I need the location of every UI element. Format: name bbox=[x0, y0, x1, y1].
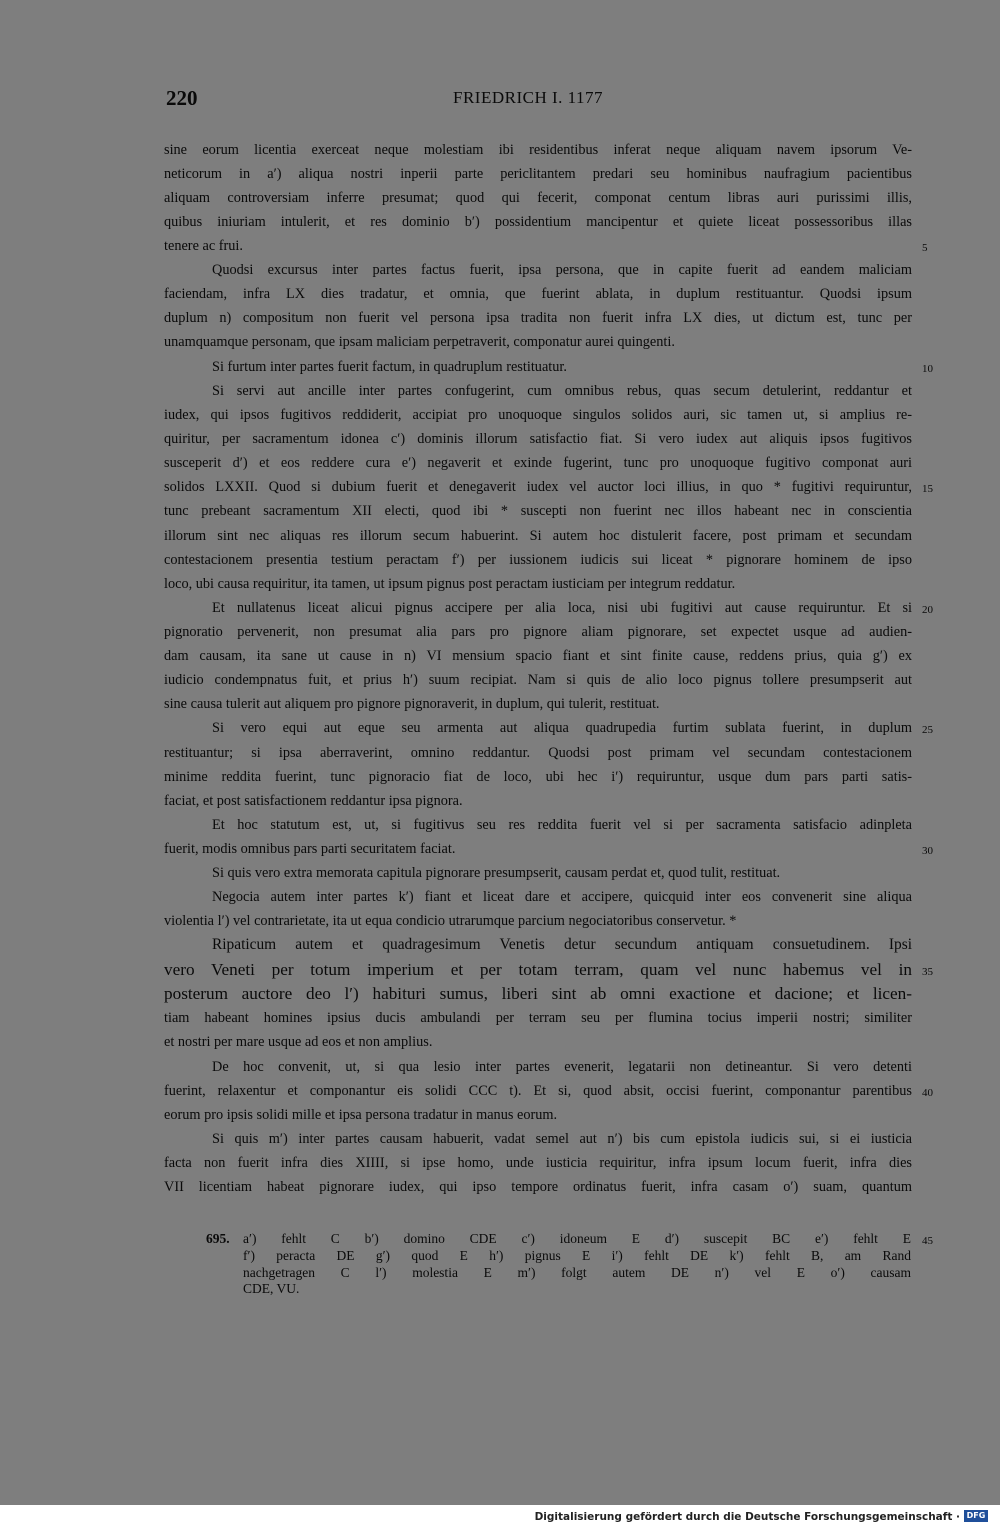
text-line: eorum pro ipsis solidi mille et ipsa persona tradatur in manus eorum. bbox=[164, 1107, 558, 1123]
line-number: 45 bbox=[922, 1235, 933, 1247]
running-head: FRIEDRICH I. 1177 bbox=[453, 88, 604, 107]
text-line: quibus iniuriam intulerit, et res dominio b′) possidentium mancipentur et quiete liceat possessoribus illas bbox=[164, 214, 912, 230]
text-line: restituantur; si ipsa aberraverint, omnino reddantur. Quodsi post primam vel secundam contestacionem bbox=[164, 745, 912, 761]
text-line: pignoratio pervenerit, non presumat alia pars pro pignore aliam pignorare, set expectet usque ad audien- bbox=[164, 624, 912, 640]
text-line: tunc prebeant sacramentum XII electi, quod ibi * suscepti non fuerint nec illos habeant nec in conscientia bbox=[164, 503, 912, 519]
text-line: sine eorum licentia exerceat neque molestiam ibi residentibus inferat neque aliquam navem ipsorum Ve- bbox=[164, 142, 912, 158]
text-line: Et nullatenus liceat alicui pignus accipere per alia loca, nisi ubi fugitivi aut cause requiruntur. Et si bbox=[212, 600, 912, 616]
text-line: iudicio condempnatus fuit, et prius h′) suum recipiat. Nam si quis de alio loco pignus tollere presumpserit aut bbox=[164, 672, 912, 688]
text-line: susceperit d′) et eos reddere cura e′) negaverit et exinde fugerint, tunc pro unoquoque fugitivo componat auri bbox=[164, 455, 912, 471]
text-line: et nostri per mare usque ad eos et non amplius. bbox=[164, 1034, 433, 1050]
text-line: violentia l′) vel contrarietate, ita ut equa condicio utrarumque parcium negociatoribus conservetur. * bbox=[164, 913, 737, 929]
text-line: contestacionem presentia testium peractam f′) per iussionem iudicis sui liceat * pignorare hominem de ipso bbox=[164, 552, 912, 568]
text-line: neticorum in a′) aliqua nostri inperii parte periclitantem predari seu hominibus naufragium pacientibus bbox=[164, 166, 912, 182]
text-line: Et hoc statutum est, ut, si fugitivus seu res reddita fuerit vel si per sacramenta satisfacio adinpleta bbox=[212, 817, 912, 833]
text-line: posterum auctore deo l′) habituri sumus, liberi sint ab omni exactione et dacione; et licen- bbox=[164, 984, 912, 1003]
text-line: VII licentiam habeat pignorare iudex, qui ipso tempore ordinatus fuerit, infra casam o′) suam, quantum bbox=[164, 1179, 912, 1195]
footnote-line: f′) peracta DE g′) quod E h′) pignus E i′) fehlt DE k′) fehlt B, am Rand bbox=[243, 1248, 911, 1263]
text-line: dam causam, ita sane ut cause in n) VI mensium spacio fiant et sint finite cause, reddens prius, quia g′) ex bbox=[164, 648, 912, 664]
text-line: Negocia autem inter partes k′) fiant et liceat dare et accipere, quicquid inter eos convenerit sine aliqua bbox=[212, 889, 912, 905]
text-line: quiritur, per sacramentum idonea c′) dominis illorum satisfactio fiat. Si vero iudex aut aliquis ipsos fugitivos bbox=[164, 431, 912, 447]
footnote-line: a′) fehlt C b′) domino CDE c′) idoneum E d′) suscepit BC e′) fehlt E bbox=[243, 1231, 911, 1246]
text-line: Si servi aut ancille inter partes confugerint, cum omnibus rebus, quas secum detulerint, reddantur et bbox=[212, 383, 912, 399]
line-number: 15 bbox=[922, 483, 933, 495]
text-line: De hoc convenit, ut, si qua lesio inter partes evenerit, legatarii non detineantur. Si vero detenti bbox=[212, 1059, 912, 1075]
footnote-line: nachgetragen C l′) molestia E m′) folgt autem DE n′) vel E o′) causam bbox=[243, 1265, 911, 1280]
text-line: faciat, et post satisfactionem reddantur ipsa pignora. bbox=[164, 793, 463, 809]
text-line: aliquam controversiam inferre presumat; quod qui fecerit, componat centum libras auri purissimi illis, bbox=[164, 190, 912, 206]
text-line: fuerint, relaxentur et componantur eis solidi CCC t). Et si, quod absit, occisi fuerint, componantur parentibus bbox=[164, 1083, 912, 1099]
text-line: facta non fuerit infra dies XIIII, si ipse homo, unde iusticia requiritur, infra ipsum locum fuerit, infra dies bbox=[164, 1155, 912, 1171]
line-number: 10 bbox=[922, 363, 933, 375]
funding-credit: Digitalisierung gefördert durch die Deutsche Forschungsgemeinschaft · bbox=[534, 1511, 960, 1523]
text-line: Si quis vero extra memorata capitula pignorare presumpserit, causam perdat et, quod tulit, restituat. bbox=[212, 865, 781, 881]
text-line: Si quis m′) inter partes causam habuerit, vadat semel aut n′) bis cum epistola iudicis sui, si ei iusticia bbox=[212, 1131, 912, 1147]
text-line: fuerit, modis omnibus pars parti securitatem faciat. bbox=[164, 841, 456, 857]
text-line: Si vero equi aut eque seu armenta aut aliqua quadrupedia furtim sublata fuerint, in duplum bbox=[212, 720, 912, 736]
text-line: minime reddita fuerint, tunc pignoracio fiat de loco, ubi hec i′) requiruntur, usque dum pars parti satis- bbox=[164, 769, 912, 785]
line-number: 20 bbox=[922, 604, 933, 616]
page-number: 220 bbox=[166, 86, 198, 110]
text-line: loco, ubi causa requiritur, ita tamen, ut ipsum pignus post peractam iusticiam per integrum reddatur. bbox=[164, 576, 736, 592]
text-line: iudex, qui ipsos fugitivos reddiderit, accipiat pro unoquoque singulos solidos auri, sic tamen ut, si amplius re- bbox=[164, 407, 912, 423]
text-line: illorum sint nec aliquas res illorum secum habuerint. Si autem hoc distulerit facere, post primam et secundam bbox=[164, 528, 912, 544]
text-line: unamquamque personam, que ipsam maliciam perpetraverit, componatur aurei quingenti. bbox=[164, 334, 675, 350]
line-number: 40 bbox=[922, 1087, 933, 1099]
text-line: vero Veneti per totum imperium et per totam terram, quam vel nunc habemus vel in bbox=[164, 960, 912, 979]
text-line: solidos LXXII. Quod si dubium fuerit et denegaverit iudex vel auctor loci illius, in quo * fugitivi requiruntur, bbox=[164, 479, 912, 495]
dfg-logo-icon: DFG bbox=[964, 1510, 988, 1522]
text-line: tiam habeant homines ipsius ducis ambulandi per terram seu per flumina tocius imperii nostri; similiter bbox=[164, 1010, 912, 1026]
footnote-number: 695. bbox=[206, 1231, 230, 1246]
line-number: 35 bbox=[922, 966, 933, 978]
text-line: Si furtum inter partes fuerit factum, in quadruplum restituatur. bbox=[212, 359, 567, 375]
text-line: sine causa tulerit aut aliquem pro pignore pignoraverit, in duplum, qui tulerit, restituat. bbox=[164, 696, 660, 712]
text-line: Ripaticum autem et quadragesimum Venetis detur secundum antiquam consuetudinem. Ipsi bbox=[212, 936, 912, 953]
line-number: 5 bbox=[922, 242, 928, 254]
line-number: 30 bbox=[922, 845, 933, 857]
footnote-line: CDE, VU. bbox=[243, 1281, 300, 1296]
line-number: 25 bbox=[922, 724, 933, 736]
text-line: tenere ac frui. bbox=[164, 238, 243, 254]
text-line: Quodsi excursus inter partes factus fuerit, ipsa persona, que in capite fuerit ad eandem maliciam bbox=[212, 262, 912, 278]
text-line: duplum n) compositum non fuerit vel persona ipsa tradita non fuerit infra LX dies, ut dictum est, tunc per bbox=[164, 310, 912, 326]
text-line: faciendam, infra LX dies tradatur, et omnia, que fuerint ablata, in duplum restituantur. Quodsi ipsum bbox=[164, 286, 912, 302]
